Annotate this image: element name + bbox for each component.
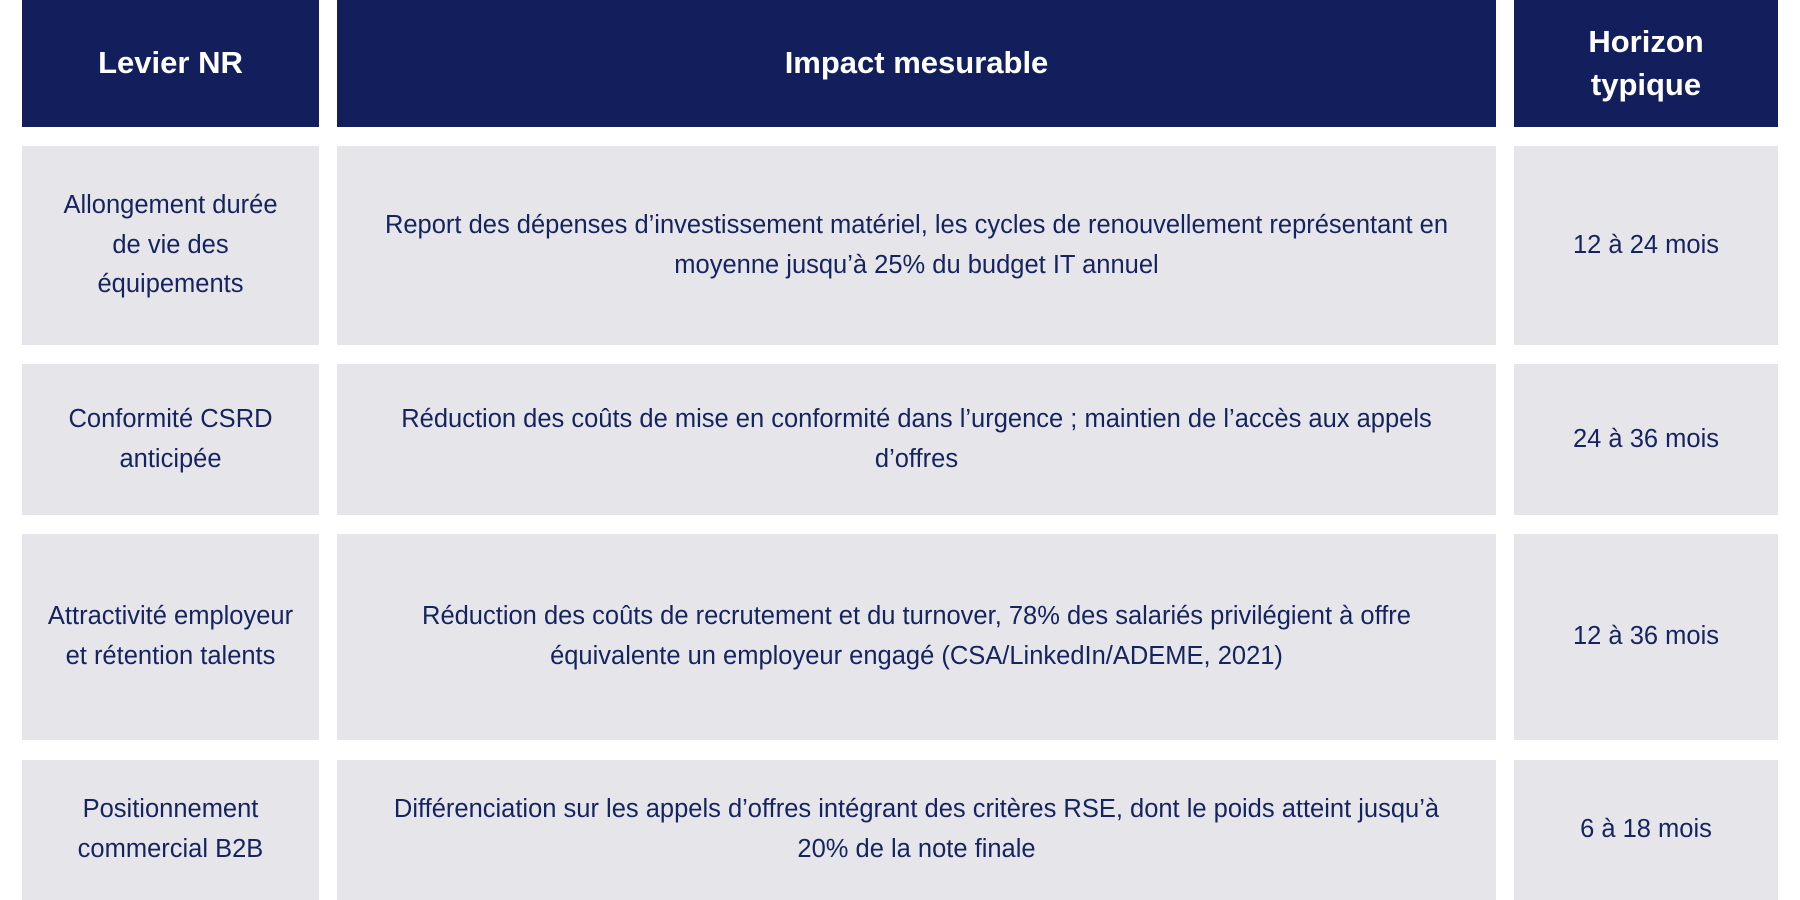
row-3-impact: [337, 534, 1496, 740]
row-1-impact: [337, 146, 1496, 345]
row-3-lever: [22, 534, 319, 740]
header-lever-label: Levier NR: [98, 45, 243, 81]
row-1-horizon: [1514, 146, 1778, 345]
row-4-horizon-text: 6 à 18 mois: [1580, 815, 1712, 844]
row-2-horizon-text: 24 à 36 mois: [1572, 424, 1719, 453]
row-2-horizon: [1514, 364, 1778, 515]
row-2-lever: [22, 364, 319, 515]
row-4-lever: [22, 760, 319, 900]
row-3-horizon-text: 12 à 36 mois: [1572, 622, 1719, 651]
row-4-impact: [337, 760, 1496, 900]
row-2-impact: [337, 364, 1496, 515]
row-4-impact-text: Différenciation sur les appels d’offres intégrant des critères RSE, dont le poids atteint jusqu’à 20% de la note finale: [393, 795, 1440, 863]
row-2-impact-text: Réduction des coûts de mise en conformité dans l’urgence ; maintien de l’accès aux appels d’offres: [401, 404, 1432, 473]
header-impact-label: Impact mesurable: [784, 45, 1049, 81]
row-1-horizon-text: 12 à 24 mois: [1572, 230, 1719, 259]
row-3-impact-text: Réduction des coûts de recrutement et du turnover, 78% des salariés privilégient à offre équivalente un employeur engagé (CSA/LinkedIn/ADEME, 2021): [422, 602, 1411, 670]
row-3-lever-text: Attractivité employeur et rétention talents: [47, 602, 294, 670]
row-2-lever-text: Conformité CSRD anticipée: [68, 404, 273, 473]
header-lever: [22, 0, 319, 127]
row-4-lever-text: Positionnement commercial B2B: [77, 795, 264, 863]
row-4-horizon: [1514, 760, 1778, 900]
header-impact: [337, 0, 1496, 127]
row-1-lever: [22, 146, 319, 345]
header-horizon: [1514, 0, 1778, 127]
header-horizon-label: Horizon typique: [1588, 23, 1704, 102]
row-3-horizon: [1514, 534, 1778, 740]
row-1-impact-text: Report des dépenses d’investissement matériel, les cycles de renouvellement représentant en moyenne jusqu’à 25% du budget IT annuel: [384, 210, 1449, 279]
row-1-lever-text: Allongement durée de vie des équipements: [63, 191, 278, 299]
